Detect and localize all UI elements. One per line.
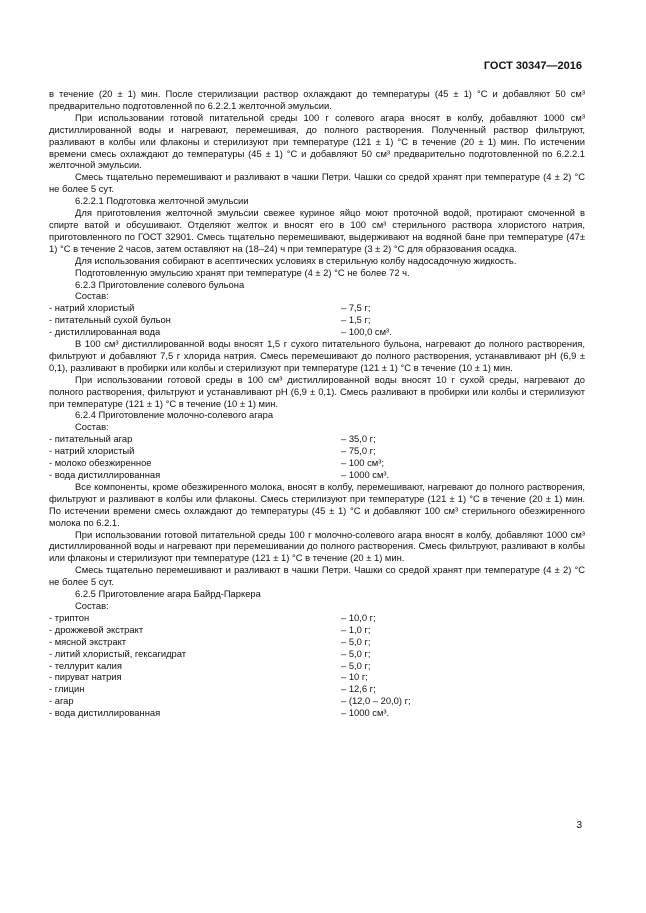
ingredient-name: - дрожжевой экстракт: [49, 623, 144, 635]
ingredient-name: - теллурит калия: [49, 659, 122, 671]
ingredient-amount: – 5,0 г;: [341, 659, 371, 671]
page-number: 3: [576, 820, 582, 831]
ingredient-row: [49, 648, 585, 660]
ingredient-list: [49, 302, 585, 338]
paragraph: Для приготовления желточной эмульсии свежее куриное яйцо моют проточной водой, протирают смоченной в спирте ватой и обсушивают. Отделяют желток и вносят его в 100 см³ стерильного раствора хлористого натрия, приготовленного по ГОСТ 32901. Смесь тщательно перемешивают, выдерживают на водяной бане при температуре (47± 1) °С в течение 2 часов, затем оставляют на (18–24) ч при температуре (3 ± 2) °С для образования осадка.: [49, 207, 585, 254]
section-heading: 6.2.2.1 Подготовка желточной эмульсии: [75, 195, 249, 207]
ingredient-amount: – 100,0 см³.: [341, 326, 392, 338]
paragraph: Для использования собирают в асептических условиях в стерильную колбу надосадочную жидкость.: [75, 254, 517, 266]
ingredient-row: [49, 433, 585, 445]
ingredient-name: - триптон: [49, 611, 90, 623]
paragraph: В 100 см³ дистиллированной воды вносят 1,5 г сухого питательного бульона, нагревают до полного растворения, фильтруют и добавляют 7,5 г хлорида натрия. Смесь перемешивают до полного растворения, устанавливают рН (6,9 ± 0,1), разливают в пробирки или колбы и стерилизуют при температуре (121 ± 1) °С в течение (10 ± 1) мин.: [49, 338, 585, 373]
ingredient-amount: – 1,0 г;: [341, 623, 371, 635]
ingredient-amount: – 75,0 г;: [341, 445, 376, 457]
paragraph: Смесь тщательно перемешивают и разливают в чашки Петри. Чашки со средой хранят при температуре (4 ± 2) °С не более 5 сут.: [49, 564, 585, 588]
ingredient-list: [49, 433, 585, 481]
ingredient-name: - вода дистиллированная: [49, 707, 161, 719]
ingredient-row: [49, 660, 585, 672]
paragraph: Подготовленную эмульсию хранят при температуре (4 ± 2) °С не более 72 ч.: [75, 266, 410, 278]
ingredient-amount: – 7,5 г;: [341, 302, 371, 314]
ingredient-row: [49, 624, 585, 636]
ingredient-row: [49, 445, 585, 457]
ingredient-row: [49, 707, 585, 719]
paragraph: При использовании готовой среды в 100 см³ дистиллированной воды вносят 10 г сухой среды, нагревают до полного растворения, фильтруют и устанавливают рН (6,9 ± 0,1). Смесь разливают в пробирки или колбы и стерилизуют при температуре (121 ± 1) °С в течение (10 ± 1) мин.: [49, 373, 585, 409]
ingredient-amount: – 1,5 г;: [341, 314, 371, 326]
ingredient-name: - дистиллированная вода: [49, 326, 161, 338]
ingredient-name: - питательный агар: [49, 433, 133, 445]
ingredient-name: - пируват натрия: [49, 671, 122, 683]
ingredient-name: - молоко обезжиренное: [49, 457, 152, 469]
document-header: ГОСТ 30347—2016: [483, 60, 582, 72]
ingredient-amount: – 5,0 г;: [341, 647, 371, 659]
ingredient-row: [49, 612, 585, 624]
ingredient-row: [49, 636, 585, 648]
ingredient-row: [49, 695, 585, 707]
ingredient-row: [49, 469, 585, 481]
ingredient-amount: – 5,0 г;: [341, 635, 371, 647]
ingredient-row: [49, 326, 585, 338]
ingredient-row: [49, 671, 585, 683]
ingredient-row: [49, 314, 585, 326]
ingredient-amount: – 1000 см³.: [341, 707, 390, 719]
ingredient-name: - вода дистиллированная: [49, 469, 161, 480]
paragraph: Все компоненты, кроме обезжиренного молока, вносят в колбу, перемешивают, нагревают до полного растворения, фильтруют и разливают в колбы или флаконы. Смесь стерилизуют при температуре (121 ± 1) °С в течение (20 ± 1) мин. По истечении времени смесь охлаждают до температуры (45 ± 1) °С и добавляют 100 см³ стерильного обезжиренного молока по 6.2.1.: [49, 480, 585, 528]
paragraph: При использовании готовой питательной среды 100 г солевого агара вносят в колбу, добавляют 1000 см³ дистиллированной воды и нагревают, перемешивая, до полного растворения. Полученный раствор фильтруют, разливают в колбы или флаконы и стерилизуют при температуре (121 ± 1) °С в течение (20 ± 1) мин. По истечении времени смесь охлаждают до температуры (45 ± 1) °С и добавляют 50 см³ предварительно подготовленной по 6.2.2.1 желточной эмульсии.: [49, 111, 585, 171]
ingredient-amount: – 1000 см³.: [341, 469, 390, 480]
section-heading: 6.2.3 Приготовление солевого бульона: [75, 278, 245, 290]
ingredient-amount: – 100 см³;: [341, 457, 384, 469]
section-heading: Состав:: [75, 421, 109, 433]
ingredient-list: [49, 612, 585, 719]
ingredient-name: - агар: [49, 695, 74, 707]
ingredient-name: - мясной экстракт: [49, 635, 127, 647]
paragraph: в течение (20 ± 1) мин. После стерилизации раствор охлаждают до температуры (45 ± 1) °С и добавляют 50 см³ предварительно подготовленной по 6.2.2.1 желточной эмульсии.: [49, 88, 585, 111]
ingredient-amount: – 12,6 г;: [341, 683, 376, 695]
ingredient-name: - глицин: [49, 683, 85, 695]
section-heading: 6.2.5 Приготовление агара Байрд-Паркера: [75, 588, 261, 600]
document-body: [49, 88, 585, 719]
ingredient-name: - натрий хлористый: [49, 445, 135, 457]
ingredient-amount: – 10,0 г;: [341, 611, 376, 623]
paragraph: При использовании готовой питательной среды 100 г молочно-солевого агара вносят в колбу, добавляют 1000 см³ дистиллированной воды и нагревают при перемешивании до полного растворения. Смесь фильтруют, разливают в колбы или флаконы и стерилизуют при температуре (121 ± 1) °С в течение (20 ± 1) мин.: [49, 528, 585, 564]
ingredient-amount: – 10 г;: [341, 671, 368, 683]
section-heading: Состав:: [75, 599, 109, 611]
ingredient-name: - натрий хлористый: [49, 302, 135, 314]
ingredient-row: [49, 683, 585, 695]
paragraph: Смесь тщательно перемешивают и разливают в чашки Петри. Чашки со средой хранят при температуре (4 ± 2) °С не более 5 сут.: [49, 171, 585, 195]
ingredient-row: [49, 457, 585, 469]
ingredient-name: - литий хлористый, гексагидрат: [49, 647, 187, 659]
ingredient-amount: – (12,0 – 20,0) г;: [341, 695, 411, 707]
ingredient-row: [49, 302, 585, 314]
section-heading: 6.2.4 Приготовление молочно-солевого агара: [75, 409, 274, 421]
section-heading: Состав:: [75, 290, 109, 302]
ingredient-amount: – 35,0 г;: [341, 433, 376, 445]
ingredient-name: - питательный сухой бульон: [49, 314, 171, 326]
